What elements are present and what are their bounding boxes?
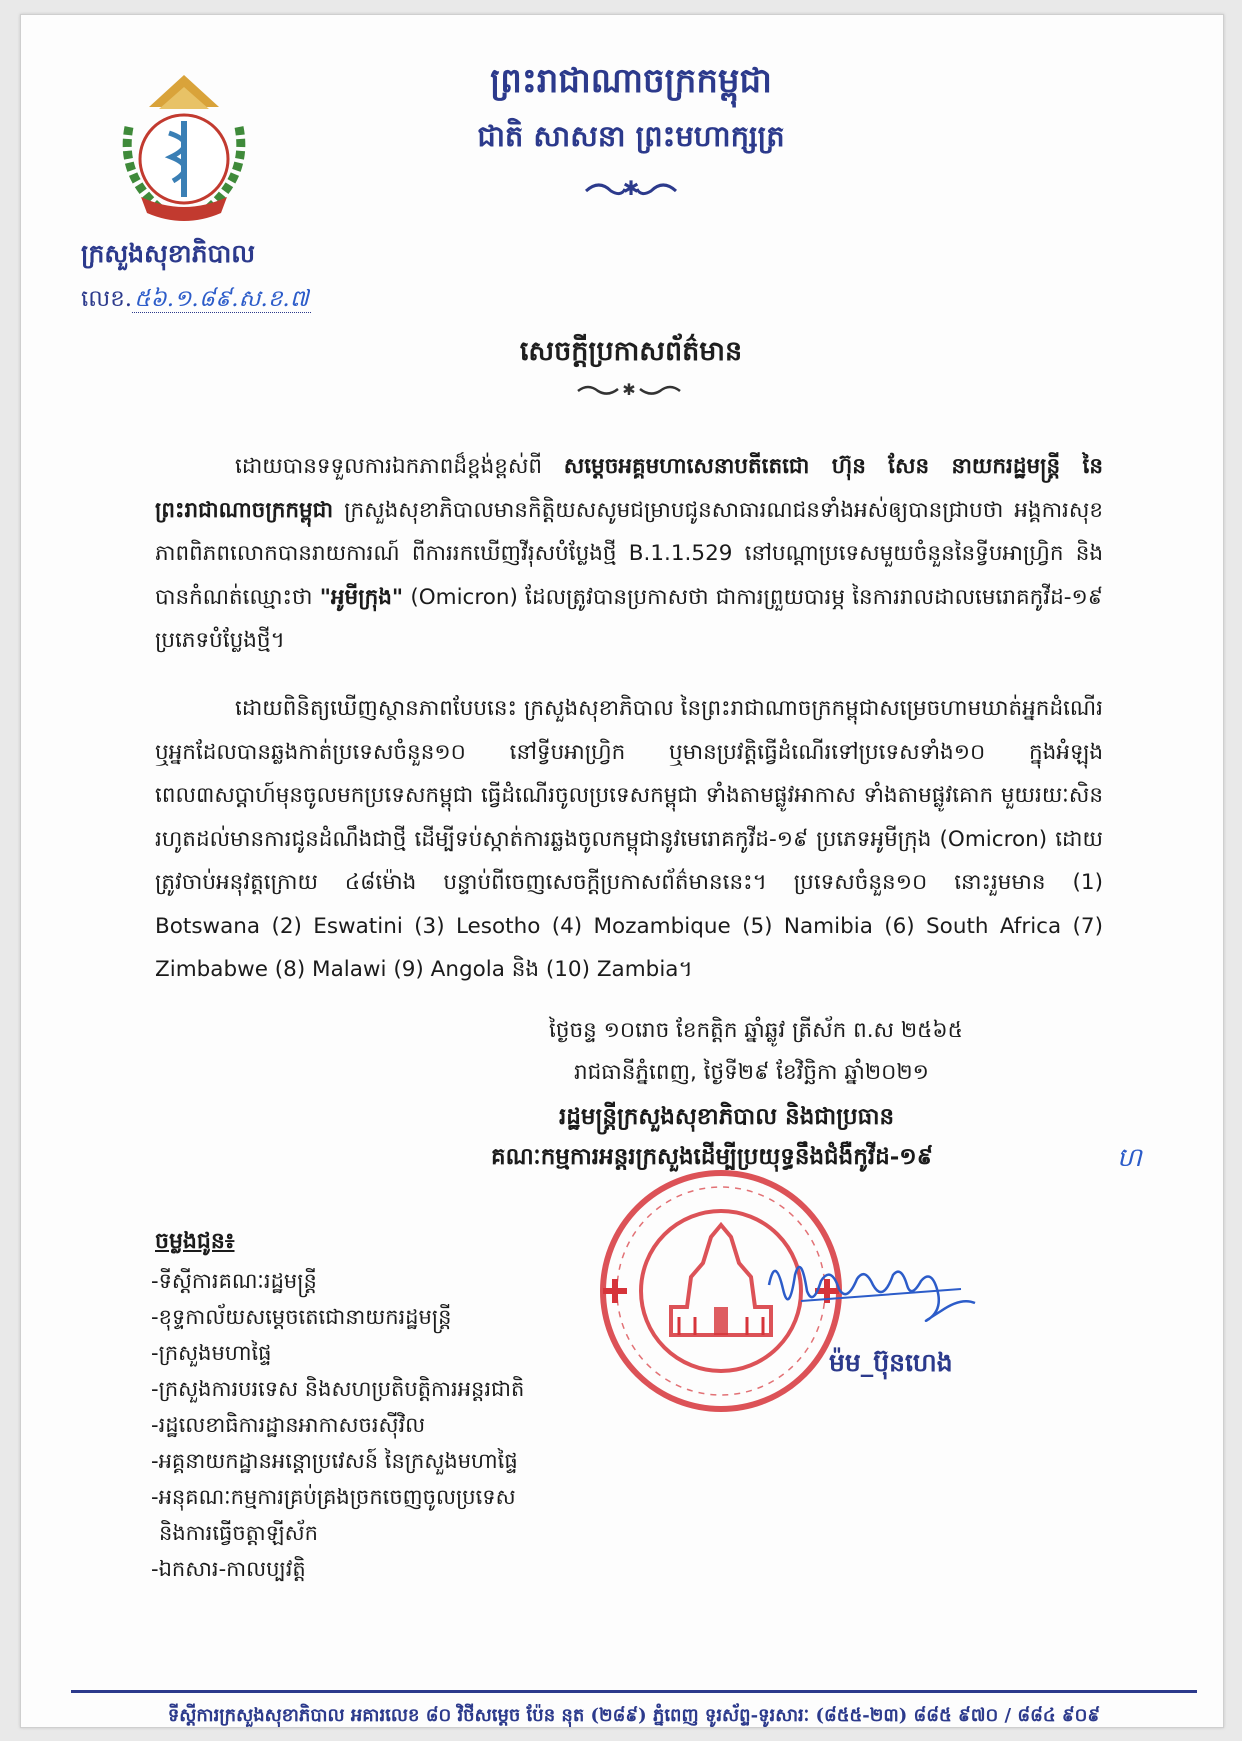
cc-item: -ខុទ្ទកាល័យសម្តេចតេជោនាយករដ្ឋមន្ត្រី xyxy=(151,1305,452,1329)
cc-item: -អគ្គនាយកដ្ឋានអន្តោប្រវេសន៍ នៃក្រសួងមហាផ្ទៃ xyxy=(151,1449,518,1473)
ministry-emblem-logo xyxy=(109,67,259,237)
paragraph-1-variant-name: "អូមីក្រុង" xyxy=(319,584,404,610)
cc-item: -ក្រសួងមហាផ្ទៃ xyxy=(151,1341,272,1365)
paragraph-1 xyxy=(155,445,1103,663)
signer-name: ម៉ម_ប៊ុនហេង xyxy=(829,1348,953,1377)
footer-address: ទីស្តីការក្រសួងសុខាភិបាល អគារលេខ ៨០ វិថីសម្តេច ប៉ែន នុត (២៨៩) ភ្នំពេញ ទូរស័ព្ទ-ទូរសារៈ (៨៥៥-២៣) ៨៨៥ ៩៧០ / ៨៨៤ ៩០៩ xyxy=(167,1705,1101,1726)
national-motto: ជាតិ សាសនា ព្រះមហាក្សត្រ xyxy=(477,119,785,153)
paragraph-1-text-a: ដោយបានទទួលការឯកភាពដ៏ខ្ពង់ខ្ពស់ពី xyxy=(235,454,564,479)
paragraph-2: ដោយពិនិត្យឃើញស្ថានភាពបែបនេះ ក្រសួងសុខាភិបាល នៃព្រះរាជាណាចក្រកម្ពុជាសម្រេចហាមឃាត់អ្នកដំណើរ ឬអ្នកដែលបានឆ្លងកាត់ប្រទេសចំនួន១០ នៅទ្វីបអាហ្វ្រិក ឬមានប្រវត្តិធ្វើដំណើរទៅប្រទេសទាំង១០ ក្នុងអំឡុងពេល៣សប្តាហ៍មុនចូលមកប្រទេសកម្ពុជា ធ្វើដំណើរចូលប្រទេសកម្ពុជា ទាំងតាមផ្លូវអាកាស ទាំងតាមផ្លូវគោក មួយរយៈសិន រហូតដល់មានការជូនដំណឹងជាថ្មី ដើម្បីទប់ស្កាត់ការឆ្លងចូលកម្ពុជានូវមេរោគកូវីដ-១៩ ប្រភេទអូមីក្រុង (Omicron) ដោយត្រូវចាប់អនុវត្តក្រោយ ៤៨ម៉ោង បន្ទាប់ពីចេញសេចក្តីប្រកាសព័ត៌មាននេះ។ ប្រទេសចំនួន១០ នោះរួមមាន (1) Botswana (2) Eswatini (3) Lesotho (4) Mozambique (5) Namibia (6) South Africa (7) Zimbabwe (8) Malawi (9) Angola និង (10) Zambia។ xyxy=(155,696,1103,982)
reference-number xyxy=(81,285,341,318)
ministry-name: ក្រសួងសុខាភិបាល xyxy=(81,239,256,268)
handwritten-signature xyxy=(761,1245,981,1335)
document-title: សេចក្តីប្រកាសព័ត៌មាន xyxy=(519,336,743,367)
cc-item: -រដ្ឋលេខាធិការដ្ឋានអាកាសចរស៊ីវិល xyxy=(151,1413,426,1437)
title-ornament-icon xyxy=(574,379,684,399)
cc-item: -ក្រសួងការបរទេស និងសហប្រតិបត្តិការអន្តរជាតិ xyxy=(151,1377,525,1401)
svg-text:✱: ✱ xyxy=(622,380,636,399)
reference-value: ៥៦.១.៨៩.ស.ខ.៧ xyxy=(134,286,309,312)
paragraph-1-pm-name: សម្តេចអគ្គមហាសេនាបតីតេជោ ហ៊ុន សែន នាយករដ្ឋមន្ត្រី នៃព្រះរាជាណាចក្រកម្ពុជា xyxy=(155,454,1103,523)
document-page xyxy=(20,14,1224,1728)
cc-item: -ឯកសារ-កាលប្បវត្តិ xyxy=(151,1557,306,1581)
svg-text:✱: ✱ xyxy=(622,176,640,200)
paragraph-1-text-b: ក្រសួងសុខាភិបាលមានកិត្តិយសសូមជម្រាបជូនសាធារណជនទាំងអស់ឲ្យបានជ្រាបថា អង្គការសុខភាពពិភពលោកបានរាយការណ៍ ពីការរកឃើញវីរុសបំប្លែងថ្មី B.1.1.529 នៅបណ្តាប្រទេសមួយចំនួននៃទ្វីបអាហ្វ្រិក និងបានកំណត់ឈ្មោះថា xyxy=(155,497,1103,610)
reference-prefix: លេខ. xyxy=(81,286,133,312)
footer-divider xyxy=(71,1690,1197,1693)
handwritten-initial: ហ xyxy=(1117,1143,1142,1173)
cc-item: -ទីស្តីការគណៈរដ្ឋមន្ត្រី xyxy=(151,1269,317,1293)
cc-item: -អនុគណៈកម្មការគ្រប់គ្រងច្រកចេញចូលប្រទេស xyxy=(151,1485,516,1509)
cc-list xyxy=(151,1263,524,1587)
kingdom-heading: ព្រះរាជាណាចក្រកម្ពុជា xyxy=(490,61,772,101)
gregorian-date: រាជធានីភ្នំពេញ, ថ្ងៃទី២៩ ខែវិច្ឆិកា ឆ្នាំ២០២១ xyxy=(574,1060,929,1085)
cc-item: និងការធ្វើចត្តាឡីស័ក xyxy=(159,1521,318,1545)
lunar-date: ថ្ងៃចន្ទ ១០រោច ខែកត្តិក ឆ្នាំឆ្លូវ ត្រីស័ក ព.ស ២៥៦៥ xyxy=(549,1018,963,1043)
signatory-title-1: រដ្ឋមន្ត្រីក្រសួងសុខាភិបាល និងជាប្រធាន xyxy=(559,1103,895,1130)
ornament-divider-icon xyxy=(581,175,681,201)
cc-heading: ចម្លងជូន៖ xyxy=(155,1229,235,1254)
signatory-title-2: គណៈកម្មការអន្តរក្រសួងដើម្បីប្រយុទ្ធនឹងជំងឺកូវីដ-១៩ xyxy=(491,1143,933,1170)
paragraph-1-text-c: (Omicron) ដែលត្រូវបានប្រកាសថា ជាការព្រួយបារម្ភ នៃការរាលដាលមេរោគកូវីដ-១៩ ប្រភេទបំប្លែងថ្មី។ xyxy=(155,584,1103,653)
